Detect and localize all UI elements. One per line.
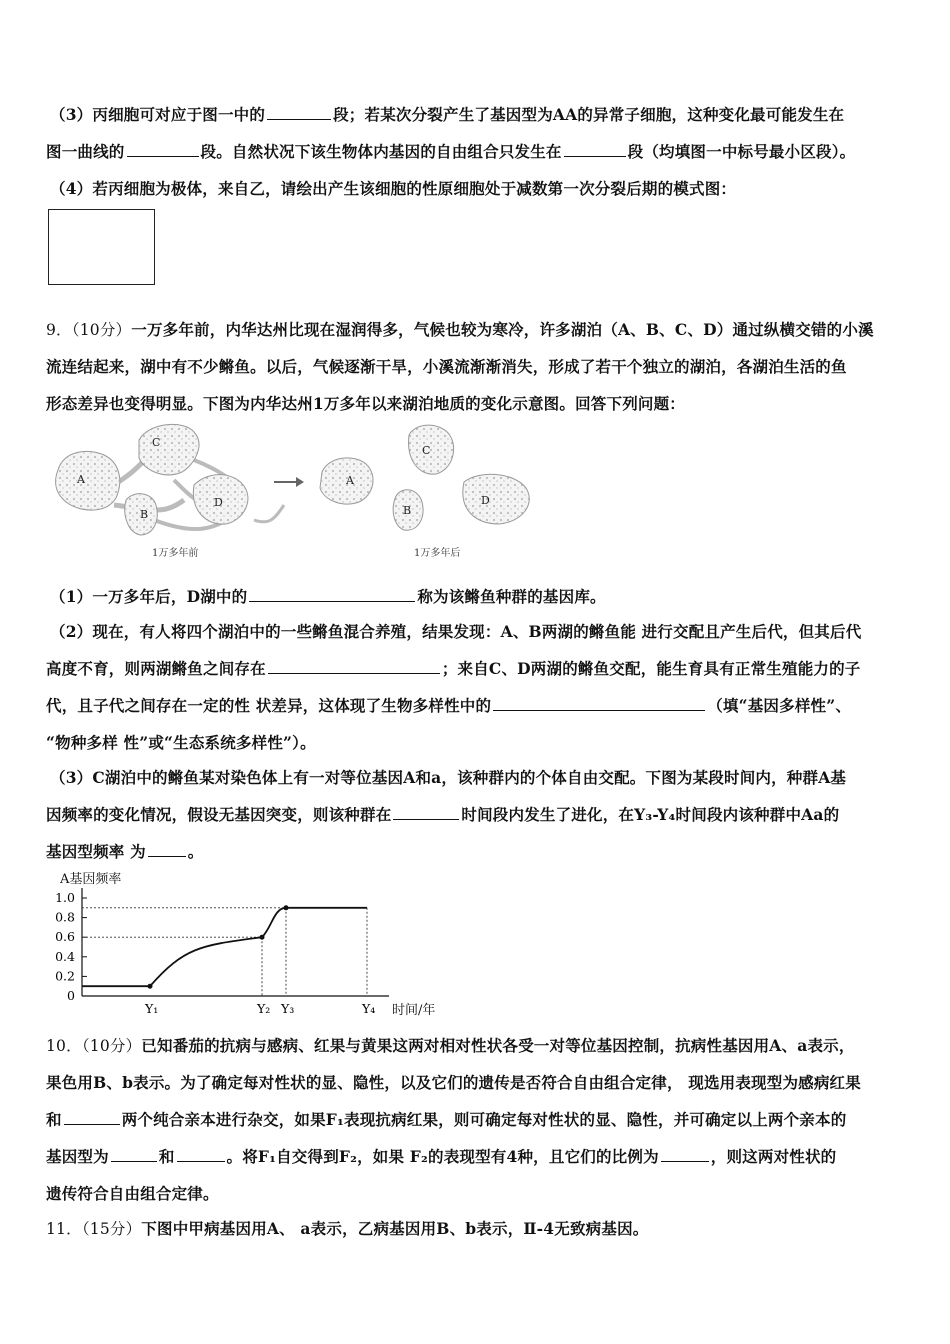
lake-label: B [140, 508, 149, 521]
lakes-after [320, 425, 529, 559]
lake-label: A [346, 474, 354, 487]
q10-line2: 果色用B、b表示。为了确定每对性状的显、隐性，以及它们的遗传是否符合自由组合定律， 现选用表现型为感病红果 [46, 1073, 861, 1092]
x-tick-label: Y₁ [145, 1001, 159, 1016]
answer-blank[interactable] [64, 1109, 120, 1125]
text: （3）丙细胞可对应于图一中的 [50, 105, 266, 124]
q9-part1 [50, 585, 606, 607]
question-number: 10．（10分） [46, 1037, 142, 1055]
answer-blank[interactable] [267, 104, 331, 120]
q9-intro-line2: 流连结起来，湖中有不少鳉鱼。以后，气候逐渐干旱，小溪流渐渐消失，形成了若干个独立的湖泊，各湖泊生活的鱼 [46, 357, 847, 376]
text: 代，且子代之间存在一定的性 状差异，这体现了生物多样性中的 [46, 696, 492, 715]
text: （1）一万多年后，D湖中的 [50, 587, 248, 606]
answer-blank[interactable] [661, 1146, 709, 1162]
text: 因频率的变化情况，假设无基因突变，则该种群在 [46, 805, 392, 824]
data-point [284, 905, 289, 910]
q11-line1 [46, 1217, 648, 1239]
text: 基因型为 [46, 1147, 109, 1166]
caption-before: 1万多年前 [152, 548, 199, 559]
q10-line4 [46, 1145, 836, 1167]
lake-a-before [56, 451, 120, 510]
q8-part4: （4）若丙细胞为极体，来自乙，请绘出产生该细胞的性原细胞处于减数第一次分裂后期的模式图： [50, 179, 737, 198]
y-tick-label: 0.6 [55, 929, 75, 945]
text: 一万多年前，内华达州比现在湿润得多，气候也较为寒冷，许多湖泊（A、B、C、D）通过纵横交错的小溪 [131, 320, 874, 339]
q10-line5: 遗传符合自由组合定律。 [46, 1184, 219, 1203]
answer-blank[interactable] [249, 586, 415, 602]
frequency-curve [82, 908, 367, 986]
data-points [148, 905, 289, 988]
x-axis-label: 时间/年 [392, 1003, 436, 1018]
text: 时间段内发生了进化，在Y₃-Y₄时间段内该种群中Aa的 [461, 805, 840, 824]
text: ；来自C、D两湖的鳉鱼交配，能生育具有正常生殖能力的子 [441, 659, 861, 678]
text: 段。自然状况下该生物体内基因的自由组合只发生在 [200, 142, 562, 161]
allele-frequency-chart [44, 868, 464, 1018]
lake-label: A [77, 473, 85, 486]
lake-change-figure [44, 420, 544, 565]
q9-part3-line1: （3）C湖泊中的鳉鱼某对染色体上有一对等位基因A和a，该种群内的个体自由交配。下图为某段时间内，种群A基 [50, 768, 847, 787]
text: （填“基因多样性”、 [707, 696, 852, 715]
text: 和 [46, 1110, 62, 1129]
q9-part3-line3 [46, 840, 204, 862]
y-axis-label: A基因频率 [60, 872, 122, 887]
caption-after: 1万多年后 [414, 548, 461, 559]
arrow-icon [274, 477, 304, 487]
q9-intro-line3: 形态差异也变得明显。下图为内华达州1万多年以来湖泊地质的变化示意图。回答下列问题： [46, 394, 685, 413]
q9-intro-line1 [46, 318, 874, 340]
lake-label: B [403, 504, 412, 517]
q9-part2-line2 [46, 657, 861, 679]
lake-label: D [214, 496, 223, 509]
text: 高度不育，则两湖鳉鱼之间存在 [46, 659, 266, 678]
lake-label: C [422, 444, 431, 457]
text: 已知番茄的抗病与感病、红果与黄果这两对相对性状各受一对等位基因控制，抗病性基因用A、a表示， [141, 1036, 855, 1055]
x-ticks [144, 1001, 375, 1016]
lake-c-before [139, 424, 199, 474]
answer-blank[interactable] [564, 141, 626, 157]
q9-part3-line2 [46, 803, 839, 825]
q9-part2-line1: （2）现在，有人将四个湖泊中的一些鳉鱼混合养殖，结果发现：A、B两湖的鳉鱼能 进行交配且产生后代，但其后代 [50, 622, 862, 641]
text: ，则这两对性状的 [710, 1147, 837, 1166]
text: 两个纯合亲本进行杂交，如果F₁表现抗病红果，则可确定每对性状的显、隐性，并可确定以上两个亲本的 [121, 1110, 847, 1129]
q10-line3 [46, 1108, 846, 1130]
y-tick-label: 0.8 [55, 909, 75, 925]
answer-blank[interactable] [177, 1146, 225, 1162]
guide-lines [82, 908, 367, 996]
text: 称为该鳉鱼种群的基因库。 [417, 587, 606, 606]
data-point [260, 935, 265, 940]
answer-blank[interactable] [493, 695, 705, 711]
text: 段（均填图一中标号最小区段）。 [627, 142, 856, 161]
lake-d-after [463, 474, 529, 524]
answer-blank[interactable] [268, 658, 440, 674]
q10-line1 [46, 1034, 855, 1056]
text: 和 [158, 1147, 175, 1166]
x-tick-label: Y₃ [281, 1001, 295, 1016]
q8-part3-line1 [50, 103, 844, 125]
question-number: 11．（15分） [46, 1220, 142, 1238]
q8-part3-line2 [46, 140, 855, 162]
text: 图一曲线的 [46, 142, 125, 161]
text: 。将F₁自交得到F₂，如果 F₂的表现型有4种，且它们的比例为 [226, 1147, 659, 1166]
lake-c-after [409, 425, 454, 474]
q9-part2-line4: “物种多样 性”或“生态系统多样性”）。 [46, 733, 316, 752]
answer-blank[interactable] [127, 141, 199, 157]
x-tick-label: Y₄ [362, 1001, 376, 1016]
answer-blank[interactable] [393, 804, 459, 820]
drawing-answer-box[interactable] [48, 209, 155, 285]
text: 段；若某次分裂产生了基因型为AA的异常子细胞，这种变化最可能发生在 [333, 105, 845, 124]
lakes-before [56, 424, 284, 559]
y-tick-label: 0.4 [55, 948, 75, 964]
x-tick-label: Y₂ [257, 1001, 271, 1016]
lake-label: C [152, 436, 161, 449]
y-tick-label: 1.0 [55, 890, 75, 905]
lake-label: D [481, 494, 490, 507]
text: 基因型频率 为 [46, 842, 146, 861]
data-point [148, 984, 153, 989]
answer-blank[interactable] [111, 1146, 157, 1162]
text: 。 [187, 842, 204, 861]
q9-part2-line3 [46, 694, 851, 716]
question-number: 9．（10分） [46, 321, 132, 339]
answer-blank[interactable] [148, 841, 186, 857]
y-tick-label: 0.2 [55, 968, 75, 984]
y-tick-label: 0 [67, 988, 75, 1003]
text: 下图中甲病基因用A、 a表示，乙病基因用B、b表示，Ⅱ-4无致病基因。 [141, 1219, 649, 1238]
